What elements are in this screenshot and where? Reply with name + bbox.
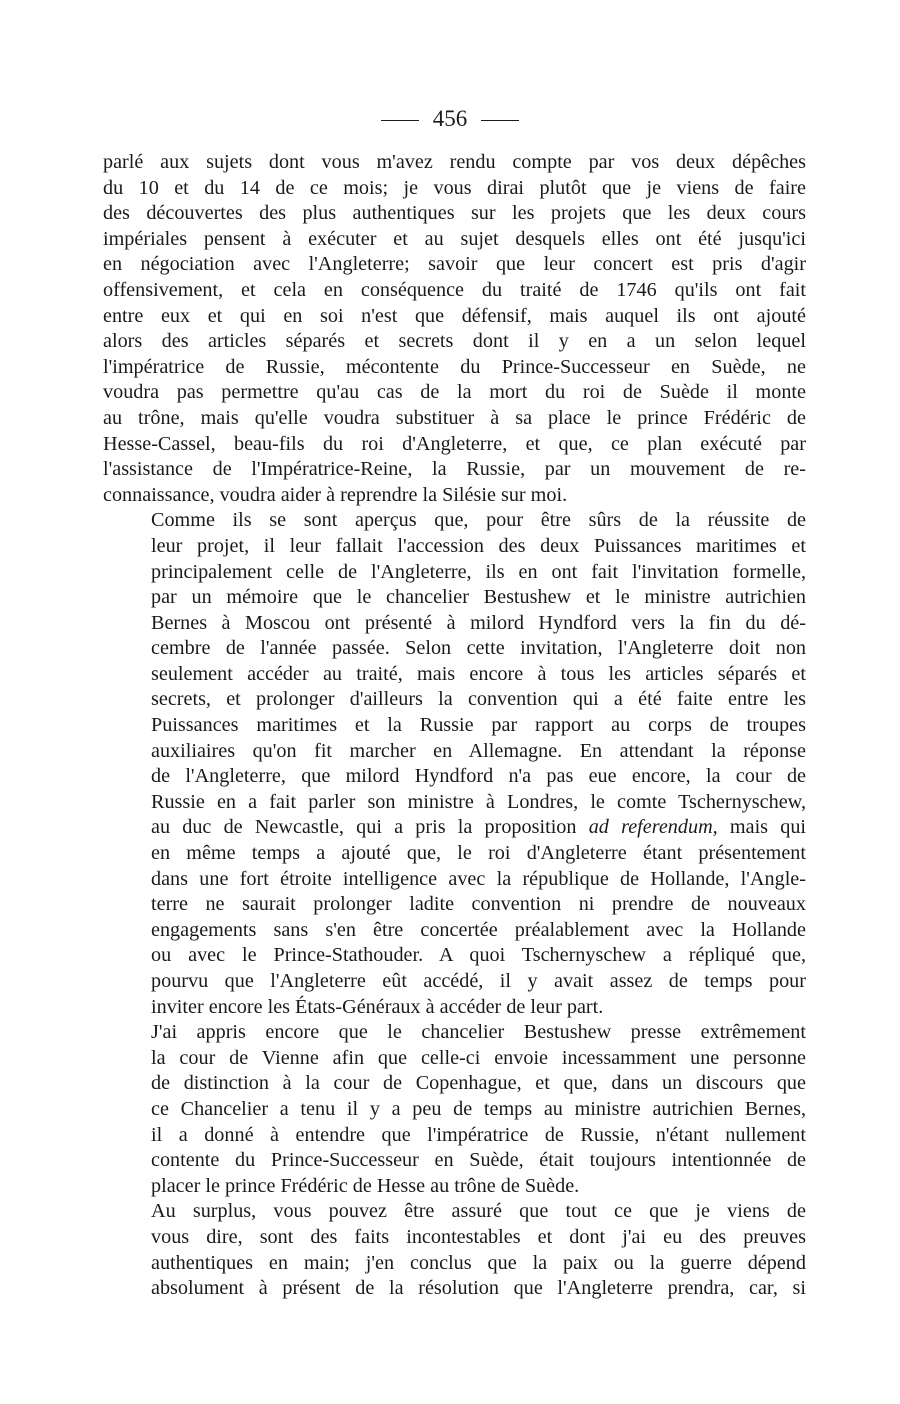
text-line: offensivement, et cela en conséquence du traité de 1746 qu'ils ont fait — [103, 278, 806, 301]
text-line: pourvu que l'Angleterre eût accédé, il y avait assez de temps pour — [151, 970, 806, 992]
text-line: des découvertes des plus authentiques sur les projets que les deux cours — [103, 202, 806, 225]
text-line: connaissance, voudra aider à reprendre la Silésie sur moi. — [103, 483, 568, 506]
text-line: par un mémoire que le chancelier Bestushew et le ministre autrichien — [151, 586, 806, 609]
text-line: vous dire, sont des faits incontestables et dont j'ai eu des preuves — [151, 1225, 806, 1248]
text-line: leur projet, il leur fallait l'accession des deux Puissances maritimes et — [151, 534, 806, 557]
text-line: la cour de Vienne afin que celle-ci envoie incessamment une personne — [151, 1046, 806, 1069]
text-line: l'assistance de l'Impératrice-Reine, la Russie, par un mouvement de re- — [103, 458, 806, 481]
text-line: Comme ils se sont aperçus que, pour être sûrs de la réussite de — [151, 509, 806, 532]
paragraph-4 — [103, 1199, 806, 1301]
text-line: impériales pensent à exécuter et au sujet desquels elles ont été jusqu'ici — [103, 227, 806, 250]
text-line: en négociation avec l'Angleterre; savoir que leur concert est pris d'agir — [103, 253, 806, 276]
header-dash-right — [481, 120, 519, 121]
text-line: principalement celle de l'Angleterre, ils en ont fait l'invitation formelle, — [151, 560, 806, 583]
text-line: placer le prince Frédéric de Hesse au trône de Suède. — [151, 1174, 580, 1197]
page-number: 456 — [432, 106, 468, 131]
text-line: authentiques en main; j'en conclus que la paix ou la guerre dépend — [151, 1251, 806, 1274]
text-line: de l'Angleterre, que milord Hyndford n'a pas eue encore, la cour de — [151, 765, 806, 788]
text-line: en même temps a ajouté que, le roi d'Angleterre étant présentement — [151, 842, 806, 865]
text-line: alors des articles séparés et secrets dont il y en a un selon lequel — [103, 330, 806, 353]
text-line: auxiliaires qu'on fit marcher en Allemagne. En attendant la réponse — [151, 739, 806, 762]
text-line: Puissances maritimes et la Russie par rapport au corps de troupes — [151, 714, 806, 737]
text-line: de distinction à la cour de Copenhague, et que, dans un discours que — [151, 1072, 806, 1095]
text-line: au trône, mais qu'elle voudra substituer à sa place le prince Frédéric de — [103, 406, 806, 429]
text-segment: au duc de Newcastle, qui a pris la proposition — [151, 816, 577, 839]
text-line: ou avec le Prince-Stathouder. A quoi Tschernyschew a répliqué que, — [151, 944, 806, 967]
text-line: du 10 et du 14 de ce mois; je vous dirai plutôt que je viens de faire — [103, 176, 806, 199]
text-line: J'ai appris encore que le chancelier Bestushew presse extrêmement — [151, 1021, 806, 1044]
text-line: entre eux et qui en soi n'est que défensif, mais auquel ils ont ajouté — [103, 304, 806, 327]
text-line: ce Chancelier a tenu il y a peu de temps au ministre autrichien Bernes, — [151, 1097, 806, 1120]
page-header — [0, 104, 900, 134]
text-line: parlé aux sujets dont vous m'avez rendu compte par vos deux dépêches — [103, 151, 806, 173]
paragraph-1 — [103, 150, 806, 508]
text-line-with-latin — [103, 815, 806, 841]
text-line: inviter encore les États-Généraux à accéder de leur part. — [151, 995, 604, 1018]
text-line: Au surplus, vous pouvez être assuré que tout ce que je viens de — [151, 1200, 806, 1223]
text-line: l'impératrice de Russie, mécontente du Prince-Successeur en Suède, ne — [103, 355, 806, 378]
latin-phrase: ad referendum, — [588, 816, 718, 839]
paragraph-2 — [103, 508, 806, 1020]
text-line: engagements sans s'en être concertée préalablement avec la Hollande — [151, 918, 806, 941]
text-line: dans une fort étroite intelligence avec la république de Hollande, l'Angle- — [151, 867, 806, 890]
body-text — [103, 150, 806, 1302]
text-line: terre ne saurait prolonger ladite convention ni prendre de nouveaux — [151, 893, 806, 916]
text-line: Russie en a fait parler son ministre à Londres, le comte Tschernyschew, — [151, 790, 806, 813]
text-line: il a donné à entendre que l'impératrice de Russie, n'étant nullement — [151, 1123, 806, 1146]
header-dash-left — [381, 120, 419, 121]
text-line: cembre de l'année passée. Selon cette invitation, l'Angleterre doit non — [151, 637, 806, 660]
paragraph-3 — [103, 1020, 806, 1199]
text-line: contente du Prince-Successeur en Suède, était toujours intentionnée de — [151, 1149, 806, 1172]
text-line: Hesse-Cassel, beau-fils du roi d'Angleterre, et que, ce plan exécuté par — [103, 432, 806, 455]
text-line: Bernes à Moscou ont présenté à milord Hyndford vers la fin du dé- — [151, 611, 806, 634]
text-line: secrets, et prolonger d'ailleurs la convention qui a été faite entre les — [151, 688, 806, 711]
text-line: voudra pas permettre qu'au cas de la mort du roi de Suède il monte — [103, 381, 806, 404]
text-line: seulement accéder au traité, mais encore à tous les articles séparés et — [151, 662, 806, 685]
text-segment: mais qui — [729, 816, 807, 839]
text-line: absolument à présent de la résolution que l'Angleterre prendra, car, si — [151, 1277, 806, 1300]
